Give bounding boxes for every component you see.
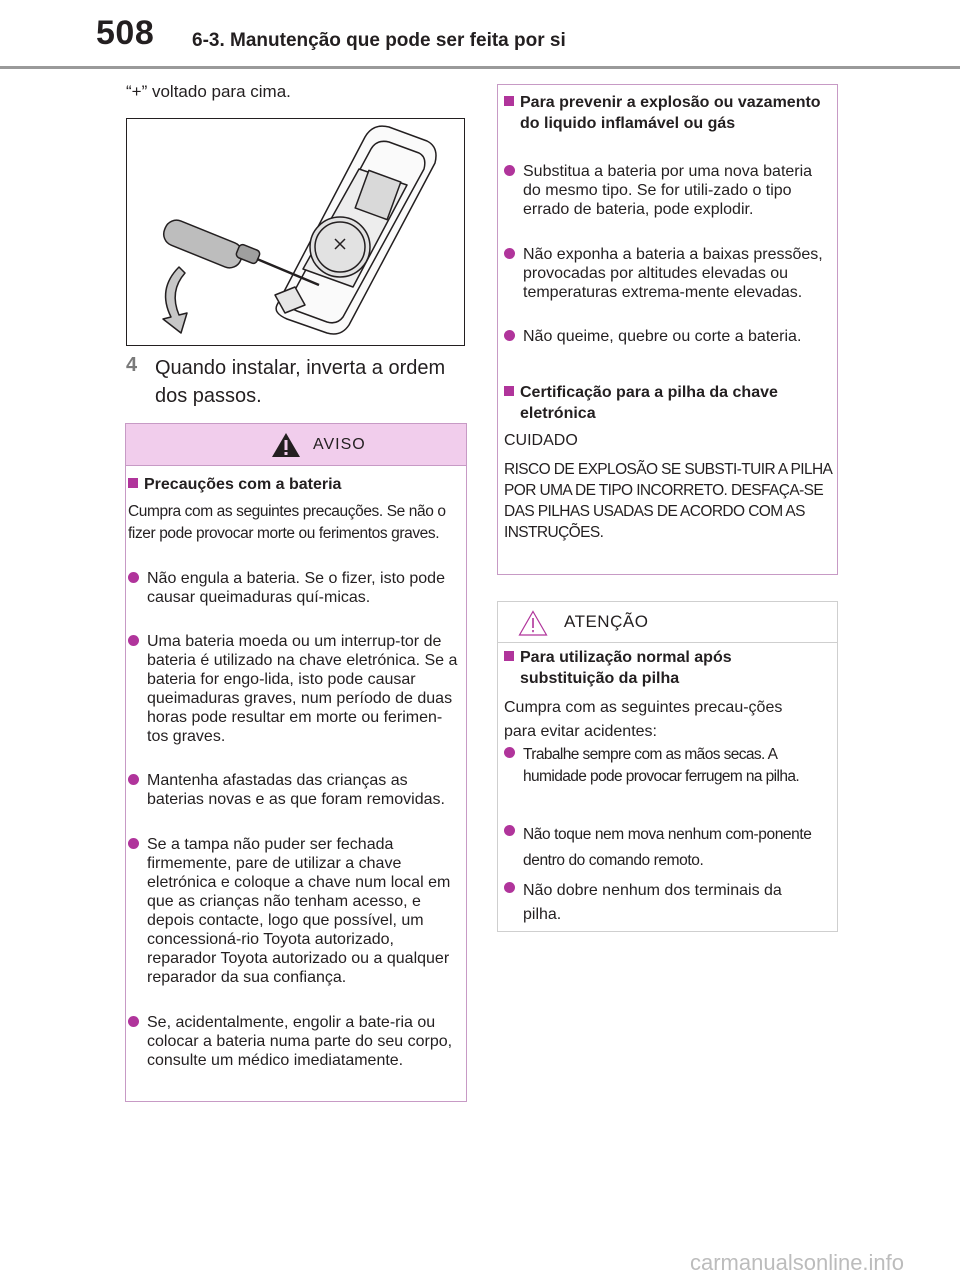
section-title: 6-3. Manutenção que pode ser feita por si bbox=[192, 30, 566, 51]
prevent-subtitle: Para prevenir a explosão ou vazamento do liquido inflamável ou gás bbox=[504, 92, 830, 134]
atencao-notice-box bbox=[497, 601, 838, 932]
atencao-bullet-1: Trabalhe sempre com as mãos secas. A humidade pode provocar ferrugem na pilha. bbox=[504, 744, 834, 788]
aviso-bullet-5: Se, acidentalmente, engolir a bate-ria ou colocar a bateria numa parte do seu corpo, consulte um médico imediatamente. bbox=[128, 1013, 460, 1070]
square-bullet-icon bbox=[504, 651, 514, 661]
prevent-subtitle-2: Certificação para a pilha da chave eletrónica bbox=[504, 382, 830, 424]
aviso-title: AVISO bbox=[313, 436, 366, 453]
aviso-bullet-3: Mantenha afastadas das crianças as baterias novas e as que foram removidas. bbox=[128, 771, 460, 809]
round-bullet-icon bbox=[504, 248, 515, 259]
aviso-bullet-4: Se a tampa não puder ser fechada firmemente, pare de utilizar a chave eletrónica e coloque a chave num local em que as crianças não tenham acesso, e depois contacte, logo que possível, um concessioná-rio Toyota autorizado, reparador Toyota autorizado ou a qualquer reparador da sua confiança. bbox=[128, 835, 460, 987]
prevent-bullet-3: Não queime, quebre ou corte a bateria. bbox=[504, 327, 834, 346]
atencao-header bbox=[498, 602, 837, 643]
round-bullet-icon bbox=[504, 165, 515, 176]
aviso-bullet-2: Uma bateria moeda ou um interrup-tor de bateria é utilizado na chave eletrónica. Se a bateria for engo-lida, isto pode causar queimaduras graves, num período de duas horas pode resultar em morte ou ferimen-tos graves. bbox=[128, 632, 460, 746]
round-bullet-icon bbox=[128, 572, 139, 583]
step-text: Quando instalar, inverta a ordem dos passos. bbox=[155, 357, 446, 407]
aviso-intro: Cumpra com as seguintes precauções. Se não o fizer pode provocar morte ou ferimentos graves. bbox=[128, 503, 446, 542]
caution-triangle-icon bbox=[518, 610, 548, 636]
round-bullet-icon bbox=[504, 330, 515, 341]
atencao-intro: Cumpra com as seguintes precau-ções para evitar acidentes: bbox=[504, 699, 783, 740]
warning-triangle-icon bbox=[271, 432, 301, 458]
aviso-header bbox=[126, 424, 466, 466]
prevent-bullet-1: Substitua a bateria por uma nova bateria do mesmo tipo. Se for utili-zado o tipo errado de bateria, pode explodir. bbox=[504, 162, 834, 219]
prevention-box bbox=[497, 84, 838, 575]
square-bullet-icon bbox=[504, 386, 514, 396]
step-number: 4 bbox=[126, 354, 138, 376]
prevent-bullet-2: Não exponha a bateria a baixas pressões, provocadas por altitudes elevadas ou temperaturas extrema-mente elevadas. bbox=[504, 245, 834, 302]
round-bullet-icon bbox=[128, 1016, 139, 1027]
square-bullet-icon bbox=[128, 478, 138, 488]
page-number: 508 bbox=[96, 14, 155, 52]
aviso-bullet-1: Não engula a bateria. Se o fizer, isto pode causar queimaduras quí-micas. bbox=[128, 569, 460, 607]
round-bullet-icon bbox=[128, 635, 139, 646]
round-bullet-icon bbox=[128, 838, 139, 849]
explosion-warning-text: RISCO DE EXPLOSÃO SE SUBSTI-TUIR A PILHA POR UMA DE TIPO INCORRETO. DESFAÇA-SE DAS PILHAS USADAS DE ACORDO COM AS INSTRUÇÕES. bbox=[504, 461, 832, 541]
round-bullet-icon bbox=[504, 882, 515, 893]
atencao-title: ATENÇÃO bbox=[564, 612, 649, 631]
watermark: carmanualsonline.info bbox=[690, 1250, 905, 1275]
key-battery-replacement-illustration bbox=[127, 119, 464, 345]
round-bullet-icon bbox=[128, 774, 139, 785]
aviso-warning-box bbox=[125, 423, 467, 1102]
atencao-subtitle: Para utilização normal após substituição da pilha bbox=[504, 647, 830, 689]
round-bullet-icon bbox=[504, 825, 515, 836]
aviso-subtitle: Precauções com a bateria bbox=[128, 474, 458, 495]
caution-label: CUIDADO bbox=[504, 432, 578, 449]
header-divider bbox=[0, 66, 960, 69]
round-bullet-icon bbox=[504, 747, 515, 758]
key-battery-figure bbox=[126, 118, 465, 346]
intro-text: “+” voltado para cima. bbox=[126, 82, 291, 101]
atencao-bullet-3: Não dobre nenhum dos terminais da pilha. bbox=[504, 879, 814, 927]
atencao-bullet-2: Não toque nem mova nenhum com-ponente dentro do comando remoto. bbox=[504, 822, 824, 874]
square-bullet-icon bbox=[504, 96, 514, 106]
